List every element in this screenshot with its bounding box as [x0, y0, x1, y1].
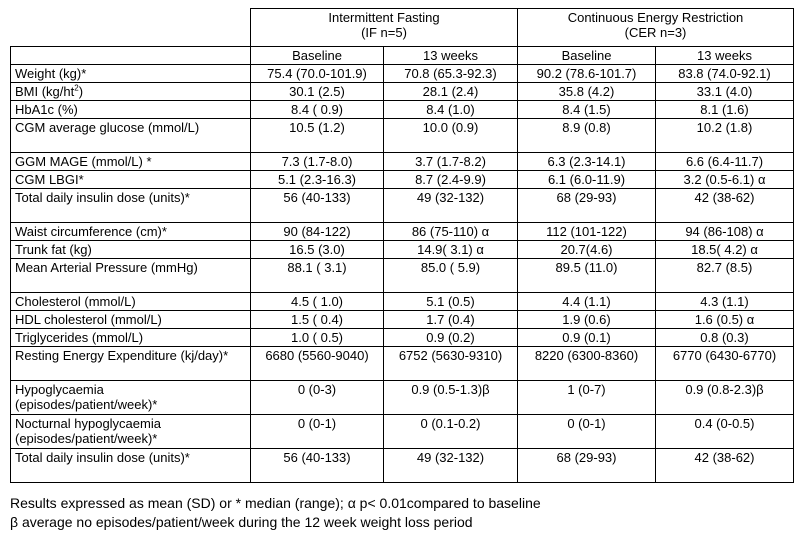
value-cell: 49 (32-132) [384, 189, 518, 223]
value-cell: 33.1 (4.0) [656, 83, 794, 101]
value-cell: 4.4 (1.1) [518, 293, 656, 311]
value-cell: 8.9 (0.8) [518, 119, 656, 153]
value-cell: 6.3 (2.3-14.1) [518, 153, 656, 171]
value-cell: 7.3 (1.7-8.0) [251, 153, 384, 171]
value-cell: 10.2 (1.8) [656, 119, 794, 153]
group-subtitle: (IF n=5) [361, 25, 407, 40]
table-row [11, 293, 794, 311]
value-cell: 0 (0-1) [251, 415, 384, 449]
value-cell: 6770 (6430-6770) [656, 347, 794, 381]
row-label: CGM LBGI* [11, 171, 251, 189]
row-label: Trunk fat (kg) [11, 241, 251, 259]
subheader-cell: Baseline [251, 47, 384, 65]
value-cell: 8.4 ( 0.9) [251, 101, 384, 119]
table-row [11, 119, 794, 153]
corner-cell [11, 9, 251, 47]
table-row [11, 347, 794, 381]
row-label: HDL cholesterol (mmol/L) [11, 311, 251, 329]
value-cell: 42 (38-62) [656, 449, 794, 483]
value-cell: 3.7 (1.7-8.2) [384, 153, 518, 171]
value-cell: 0 (0-3) [251, 381, 384, 415]
footnotes [10, 494, 541, 532]
value-cell: 90.2 (78.6-101.7) [518, 65, 656, 83]
table-row [11, 101, 794, 119]
row-label: Triglycerides (mmol/L) [11, 329, 251, 347]
row-label: Nocturnal hypoglycaemia (episodes/patient/week)* [11, 415, 251, 449]
value-cell: 56 (40-133) [251, 189, 384, 223]
row-label: Mean Arterial Pressure (mmHg) [11, 259, 251, 293]
value-cell: 0.9 (0.5-1.3)β [384, 381, 518, 415]
row-label: Resting Energy Expenditure (kj/day)* [11, 347, 251, 381]
value-cell: 82.7 (8.5) [656, 259, 794, 293]
row-label: Cholesterol (mmol/L) [11, 293, 251, 311]
table-row [11, 153, 794, 171]
subheader-cell: 13 weeks [384, 47, 518, 65]
value-cell: 1.7 (0.4) [384, 311, 518, 329]
value-cell: 3.2 (0.5-6.1) α [656, 171, 794, 189]
row-label: Waist circumference (cm)* [11, 223, 251, 241]
table-row [11, 83, 794, 101]
subheader-cell: Baseline [518, 47, 656, 65]
value-cell: 10.0 (0.9) [384, 119, 518, 153]
value-cell: 30.1 (2.5) [251, 83, 384, 101]
value-cell: 6680 (5560-9040) [251, 347, 384, 381]
results-table-body [11, 9, 794, 483]
value-cell: 1.0 ( 0.5) [251, 329, 384, 347]
value-cell: 8.4 (1.5) [518, 101, 656, 119]
value-cell: 1.5 ( 0.4) [251, 311, 384, 329]
value-cell: 14.9( 3.1) α [384, 241, 518, 259]
subheader-cell: 13 weeks [656, 47, 794, 65]
value-cell: 0.8 (0.3) [656, 329, 794, 347]
table-row [11, 329, 794, 347]
table-row [11, 381, 794, 415]
table-row [11, 241, 794, 259]
value-cell: 88.1 ( 3.1) [251, 259, 384, 293]
value-cell: 16.5 (3.0) [251, 241, 384, 259]
table-row [11, 189, 794, 223]
table-row [11, 259, 794, 293]
group-subtitle: (CER n=3) [624, 25, 687, 40]
value-cell: 75.4 (70.0-101.9) [251, 65, 384, 83]
row-label: Weight (kg)* [11, 65, 251, 83]
footnote: β average no episodes/patient/week during the 12 week weight loss period [10, 514, 473, 530]
value-cell: 8220 (6300-8360) [518, 347, 656, 381]
value-cell: 86 (75-110) α [384, 223, 518, 241]
value-cell: 49 (32-132) [384, 449, 518, 483]
value-cell: 8.1 (1.6) [656, 101, 794, 119]
group-header-row [11, 9, 794, 47]
row-label: BMI $(kg/ht^2)$ [11, 83, 251, 101]
row-label: Total daily insulin dose (units)* [11, 189, 251, 223]
value-cell: 4.3 (1.1) [656, 293, 794, 311]
value-cell: 10.5 (1.2) [251, 119, 384, 153]
value-cell: 68 (29-93) [518, 449, 656, 483]
value-cell: 0 (0.1-0.2) [384, 415, 518, 449]
value-cell: 0.9 (0.1) [518, 329, 656, 347]
value-cell: 8.4 (1.0) [384, 101, 518, 119]
value-cell: 35.8 (4.2) [518, 83, 656, 101]
value-cell: 1.9 (0.6) [518, 311, 656, 329]
results-table [10, 8, 794, 483]
value-cell: 5.1 (0.5) [384, 293, 518, 311]
value-cell: 0.9 (0.2) [384, 329, 518, 347]
footnote: Results expressed as mean (SD) or * median (range); α p< 0.01compared to baseline [10, 495, 541, 511]
value-cell: 0 (0-1) [518, 415, 656, 449]
value-cell: 1 (0-7) [518, 381, 656, 415]
table-row [11, 223, 794, 241]
value-cell: 8.7 (2.4-9.9) [384, 171, 518, 189]
value-cell: 85.0 ( 5.9) [384, 259, 518, 293]
value-cell: 56 (40-133) [251, 449, 384, 483]
value-cell: 1.6 (0.5) α [656, 311, 794, 329]
table-row [11, 415, 794, 449]
table-row [11, 171, 794, 189]
value-cell: 42 (38-62) [656, 189, 794, 223]
value-cell: 4.5 ( 1.0) [251, 293, 384, 311]
table-row [11, 311, 794, 329]
row-label: HbA1c (%) [11, 101, 251, 119]
group-header-if [251, 9, 518, 47]
value-cell: 94 (86-108) α [656, 223, 794, 241]
subheader-row [11, 47, 794, 65]
table-row [11, 449, 794, 483]
value-cell: 70.8 (65.3-92.3) [384, 65, 518, 83]
subheader-blank-cell [11, 47, 251, 65]
group-title: Intermittent Fasting [328, 10, 440, 25]
row-label: CGM average glucose (mmol/L) [11, 119, 251, 153]
value-cell: 89.5 (11.0) [518, 259, 656, 293]
value-cell: 83.8 (74.0-92.1) [656, 65, 794, 83]
value-cell: 28.1 (2.4) [384, 83, 518, 101]
row-label: GGM MAGE (mmol/L) * [11, 153, 251, 171]
row-label: Hypoglycaemia (episodes/patient/week)* [11, 381, 251, 415]
row-label: Total daily insulin dose (units)* [11, 449, 251, 483]
value-cell: 112 (101-122) [518, 223, 656, 241]
value-cell: 18.5( 4.2) α [656, 241, 794, 259]
value-cell: 6.6 (6.4-11.7) [656, 153, 794, 171]
value-cell: 90 (84-122) [251, 223, 384, 241]
group-title: Continuous Energy Restriction [567, 10, 744, 25]
value-cell: 6.1 (6.0-11.9) [518, 171, 656, 189]
table-row [11, 65, 794, 83]
value-cell: 68 (29-93) [518, 189, 656, 223]
value-cell: 0.4 (0-0.5) [656, 415, 794, 449]
value-cell: 6752 (5630-9310) [384, 347, 518, 381]
group-header-cer [518, 9, 794, 47]
value-cell: 20.7(4.6) [518, 241, 656, 259]
value-cell: 5.1 (2.3-16.3) [251, 171, 384, 189]
value-cell: 0.9 (0.8-2.3)β [656, 381, 794, 415]
